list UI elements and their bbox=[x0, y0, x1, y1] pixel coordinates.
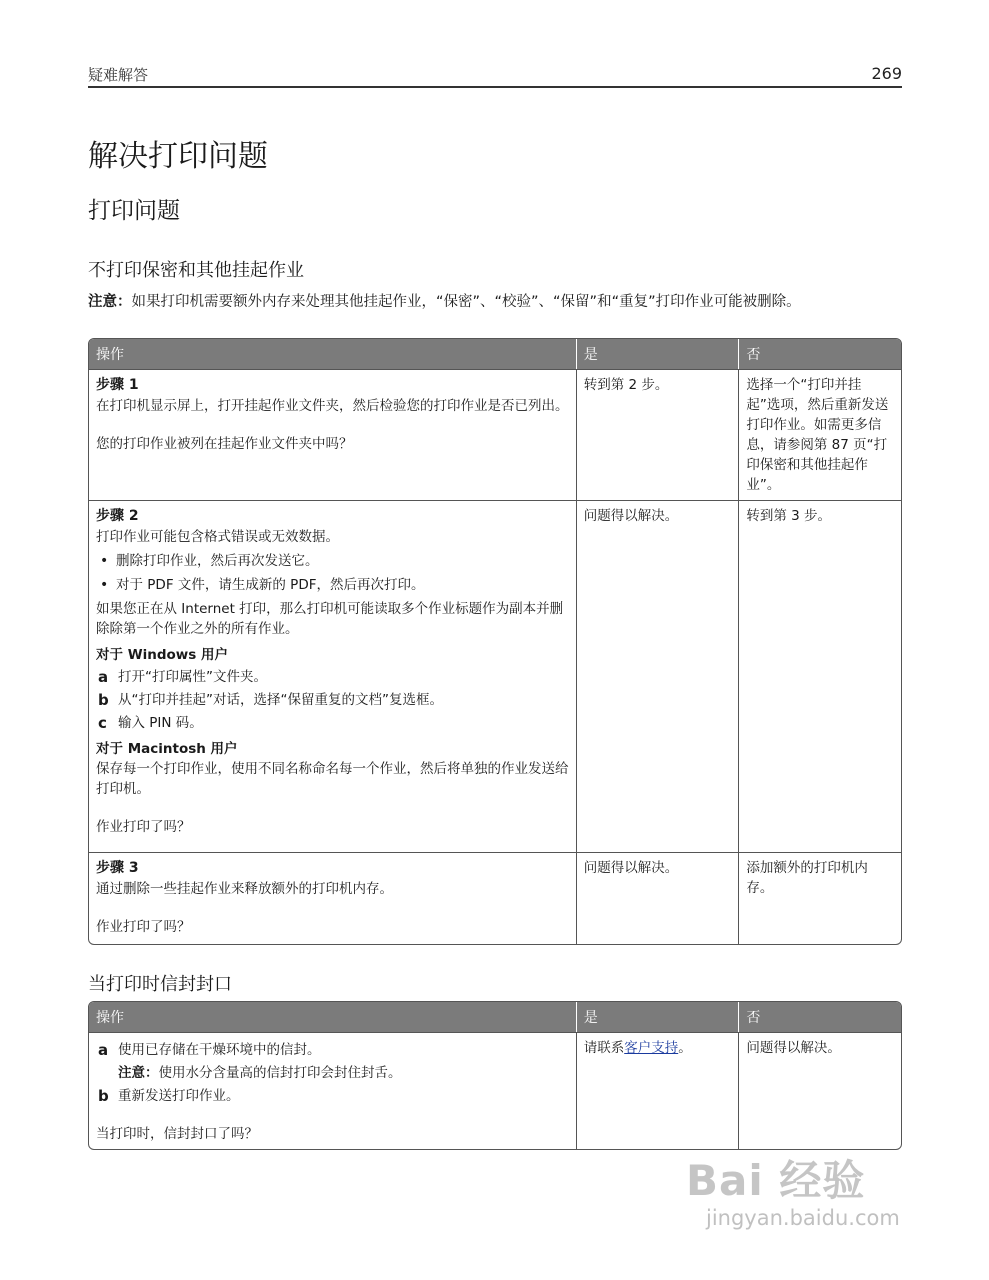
step2-question: 作业打印了吗？ bbox=[96, 819, 191, 835]
step2-action bbox=[89, 500, 576, 852]
table-row bbox=[89, 852, 901, 944]
envelope-step-a: a 使用已存储在干燥环境中的信封。 bbox=[98, 1041, 321, 1059]
watermark-url: jingyan.baidu.com bbox=[706, 1206, 900, 1230]
col-action: 操作 bbox=[89, 1002, 576, 1032]
section1-heading: 不打印保密和其他挂起作业 bbox=[88, 260, 304, 281]
step3-no: 添加额外的打印机内存。 bbox=[738, 852, 901, 944]
step1-yes: 转到第 2 步。 bbox=[576, 369, 739, 500]
step1-text: 在打印机显示屏上，打开挂起作业文件夹，然后检验您的打印作业是否已列出。 bbox=[96, 398, 569, 414]
step1-question: 您的打印作业被列在挂起作业文件夹中吗？ bbox=[96, 436, 353, 452]
page-number: 269 bbox=[871, 64, 902, 83]
envelope-note: 注意：使用水分含量高的信封打印会封住封舌。 bbox=[118, 1065, 402, 1081]
table-row bbox=[89, 369, 901, 500]
section2-table bbox=[88, 1001, 902, 1150]
step1-action bbox=[89, 369, 576, 500]
step2-no: 转到第 3 步。 bbox=[738, 500, 901, 852]
col-no: 否 bbox=[738, 339, 901, 369]
step2-bullet: • 删除打印作业，然后再次发送它。 bbox=[96, 551, 569, 571]
step3-yes: 问题得以解决。 bbox=[576, 852, 739, 944]
table-row bbox=[89, 500, 901, 852]
step3-text: 通过删除一些挂起作业来释放额外的打印机内存。 bbox=[96, 881, 393, 897]
envelope-step-b: b 重新发送打印作业。 bbox=[98, 1087, 240, 1105]
page-header bbox=[88, 62, 902, 88]
table-row bbox=[89, 1032, 901, 1149]
windows-step-a: a 打开“打印属性”文件夹。 bbox=[98, 668, 267, 686]
mac-text: 保存每一个打印作业，使用不同名称命名每一个作业，然后将单独的作业发送给打印机。 bbox=[96, 761, 569, 797]
step1-label: 步骤 1 bbox=[96, 377, 139, 393]
step3-action bbox=[89, 852, 576, 944]
step3-label: 步骤 3 bbox=[96, 860, 139, 876]
section1-table bbox=[88, 338, 902, 945]
baidu-watermark bbox=[686, 1148, 931, 1243]
customer-support-link[interactable]: 客户支持 bbox=[624, 1040, 679, 1056]
step2-yes: 问题得以解决。 bbox=[576, 500, 739, 852]
col-yes: 是 bbox=[576, 339, 739, 369]
step3-question: 作业打印了吗？ bbox=[96, 919, 191, 935]
step1-no: 选择一个“打印并挂起”选项，然后重新发送打印作业。如需更多信息，请参阅第 87 页“打印保密和其他挂起作业”。 bbox=[738, 369, 901, 500]
step2-intro: 打印作业可能包含格式错误或无效数据。 bbox=[96, 529, 339, 545]
step2-internet: 如果您正在从 Internet 打印，那么打印机可能读取多个作业标题作为副本并删除除第一个作业之外的所有作业。 bbox=[96, 601, 564, 637]
watermark-logo: Bai 经验 bbox=[686, 1156, 866, 1205]
step2-bullet: • 对于 PDF 文件，请生成新的 PDF，然后再次打印。 bbox=[96, 575, 569, 595]
step2-label: 步骤 2 bbox=[96, 508, 139, 524]
col-no: 否 bbox=[738, 1002, 901, 1032]
note-text: 如果打印机需要额外内存来处理其他挂起作业，“保密”、“校验”、“保留”和“重复”打印作业可能被删除。 bbox=[131, 294, 801, 310]
col-yes: 是 bbox=[576, 1002, 739, 1032]
envelope-action bbox=[89, 1032, 576, 1149]
windows-step-b: b 从“打印并挂起”对话，选择“保留重复的文档”复选框。 bbox=[98, 691, 443, 709]
page-title: 解决打印问题 bbox=[88, 139, 268, 174]
mac-heading: 对于 Macintosh 用户 bbox=[96, 741, 238, 757]
envelope-question: 当打印时，信封封口了吗？ bbox=[96, 1126, 258, 1142]
note-label: 注意： bbox=[88, 294, 132, 310]
header-section: 疑难解答 bbox=[88, 66, 149, 84]
windows-step-c: c 输入 PIN 码。 bbox=[98, 714, 203, 732]
envelope-no: 问题得以解决。 bbox=[738, 1032, 901, 1149]
section1-note bbox=[88, 292, 902, 312]
section2-heading: 当打印时信封封口 bbox=[88, 974, 232, 995]
page-subtitle: 打印问题 bbox=[88, 198, 180, 224]
envelope-yes: 请联系客户支持。 bbox=[576, 1032, 739, 1149]
windows-heading: 对于 Windows 用户 bbox=[96, 647, 228, 663]
col-action: 操作 bbox=[89, 339, 576, 369]
